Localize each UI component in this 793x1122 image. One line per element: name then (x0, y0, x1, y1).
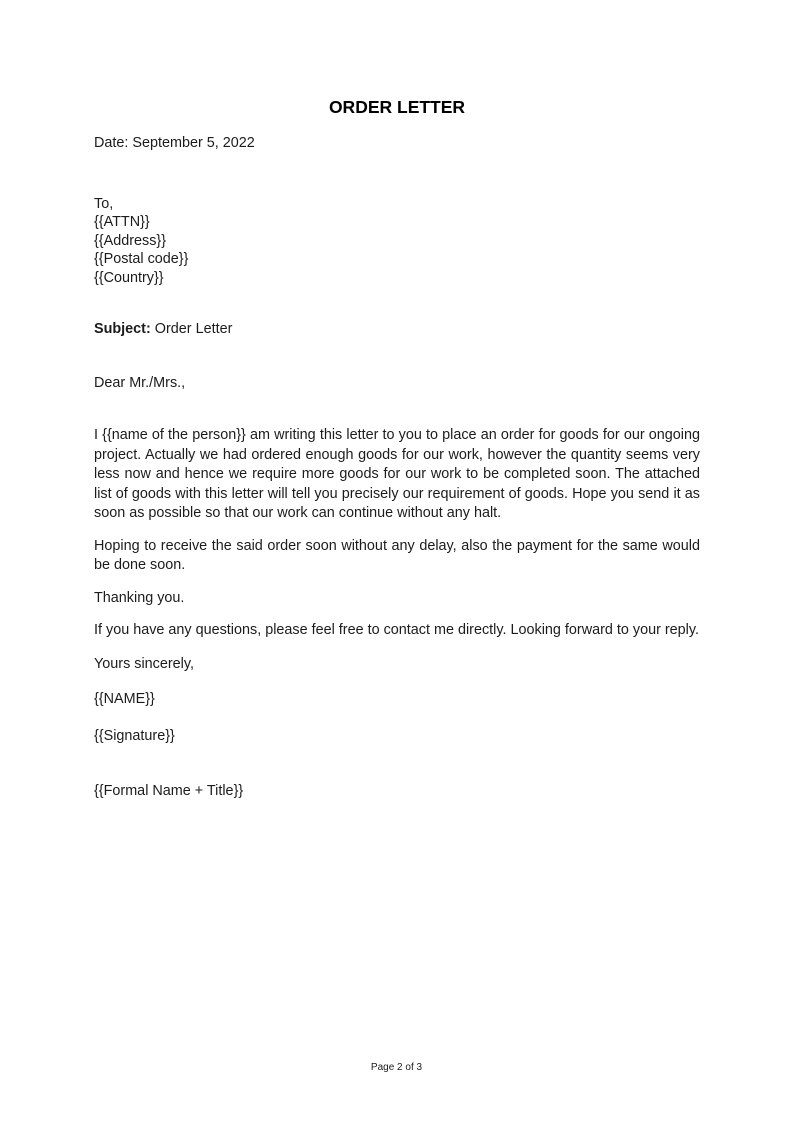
recipient-block (94, 195, 700, 288)
subject-label: Subject: (94, 321, 151, 338)
name-placeholder: {{NAME}} (94, 691, 155, 708)
signature-placeholder: {{Signature}} (94, 727, 175, 744)
recipient-country-placeholder: {{Country}} (94, 269, 164, 286)
subject-value: Order Letter (154, 321, 233, 338)
salutation: Dear Mr./Mrs., (94, 374, 186, 391)
letter-content (94, 96, 700, 802)
recipient-address-placeholder: {{Address}} (94, 232, 167, 249)
body-paragraph-3: Thanking you. (94, 589, 185, 606)
formal-name-title-placeholder: {{Formal Name + Title}} (94, 783, 244, 800)
body-paragraph-4: If you have any questions, please feel free to contact me directly. Looking forward to your reply. (94, 622, 699, 639)
recipient-to-line: To, (94, 195, 114, 212)
page-number-footer: Page 2 of 3 (370, 1062, 423, 1073)
recipient-postal-code-placeholder: {{Postal code}} (94, 251, 189, 268)
recipient-attn-placeholder: {{ATTN}} (94, 214, 150, 231)
body-paragraph-1: I {{name of the person}} am writing this letter to you to place an order for goods for our ongoing project. Actually we had ordered enough goods for our work, however the quantity seems very less now and hence we require more goods for our work to be completed soon. The attached list of goods with this letter will tell you precisely our requirement of goods. Hope you send it as soon as possible so that our work can continue without any halt. (94, 427, 700, 522)
body-paragraph-2: Hoping to receive the said order soon without any delay, also the payment for the same would be done soon. (94, 537, 700, 574)
valediction: Yours sincerely, (94, 655, 194, 672)
subject-line (94, 320, 700, 340)
date-line: Date: September 5, 2022 (94, 135, 255, 151)
letter-title: ORDER LETTER (328, 97, 466, 117)
